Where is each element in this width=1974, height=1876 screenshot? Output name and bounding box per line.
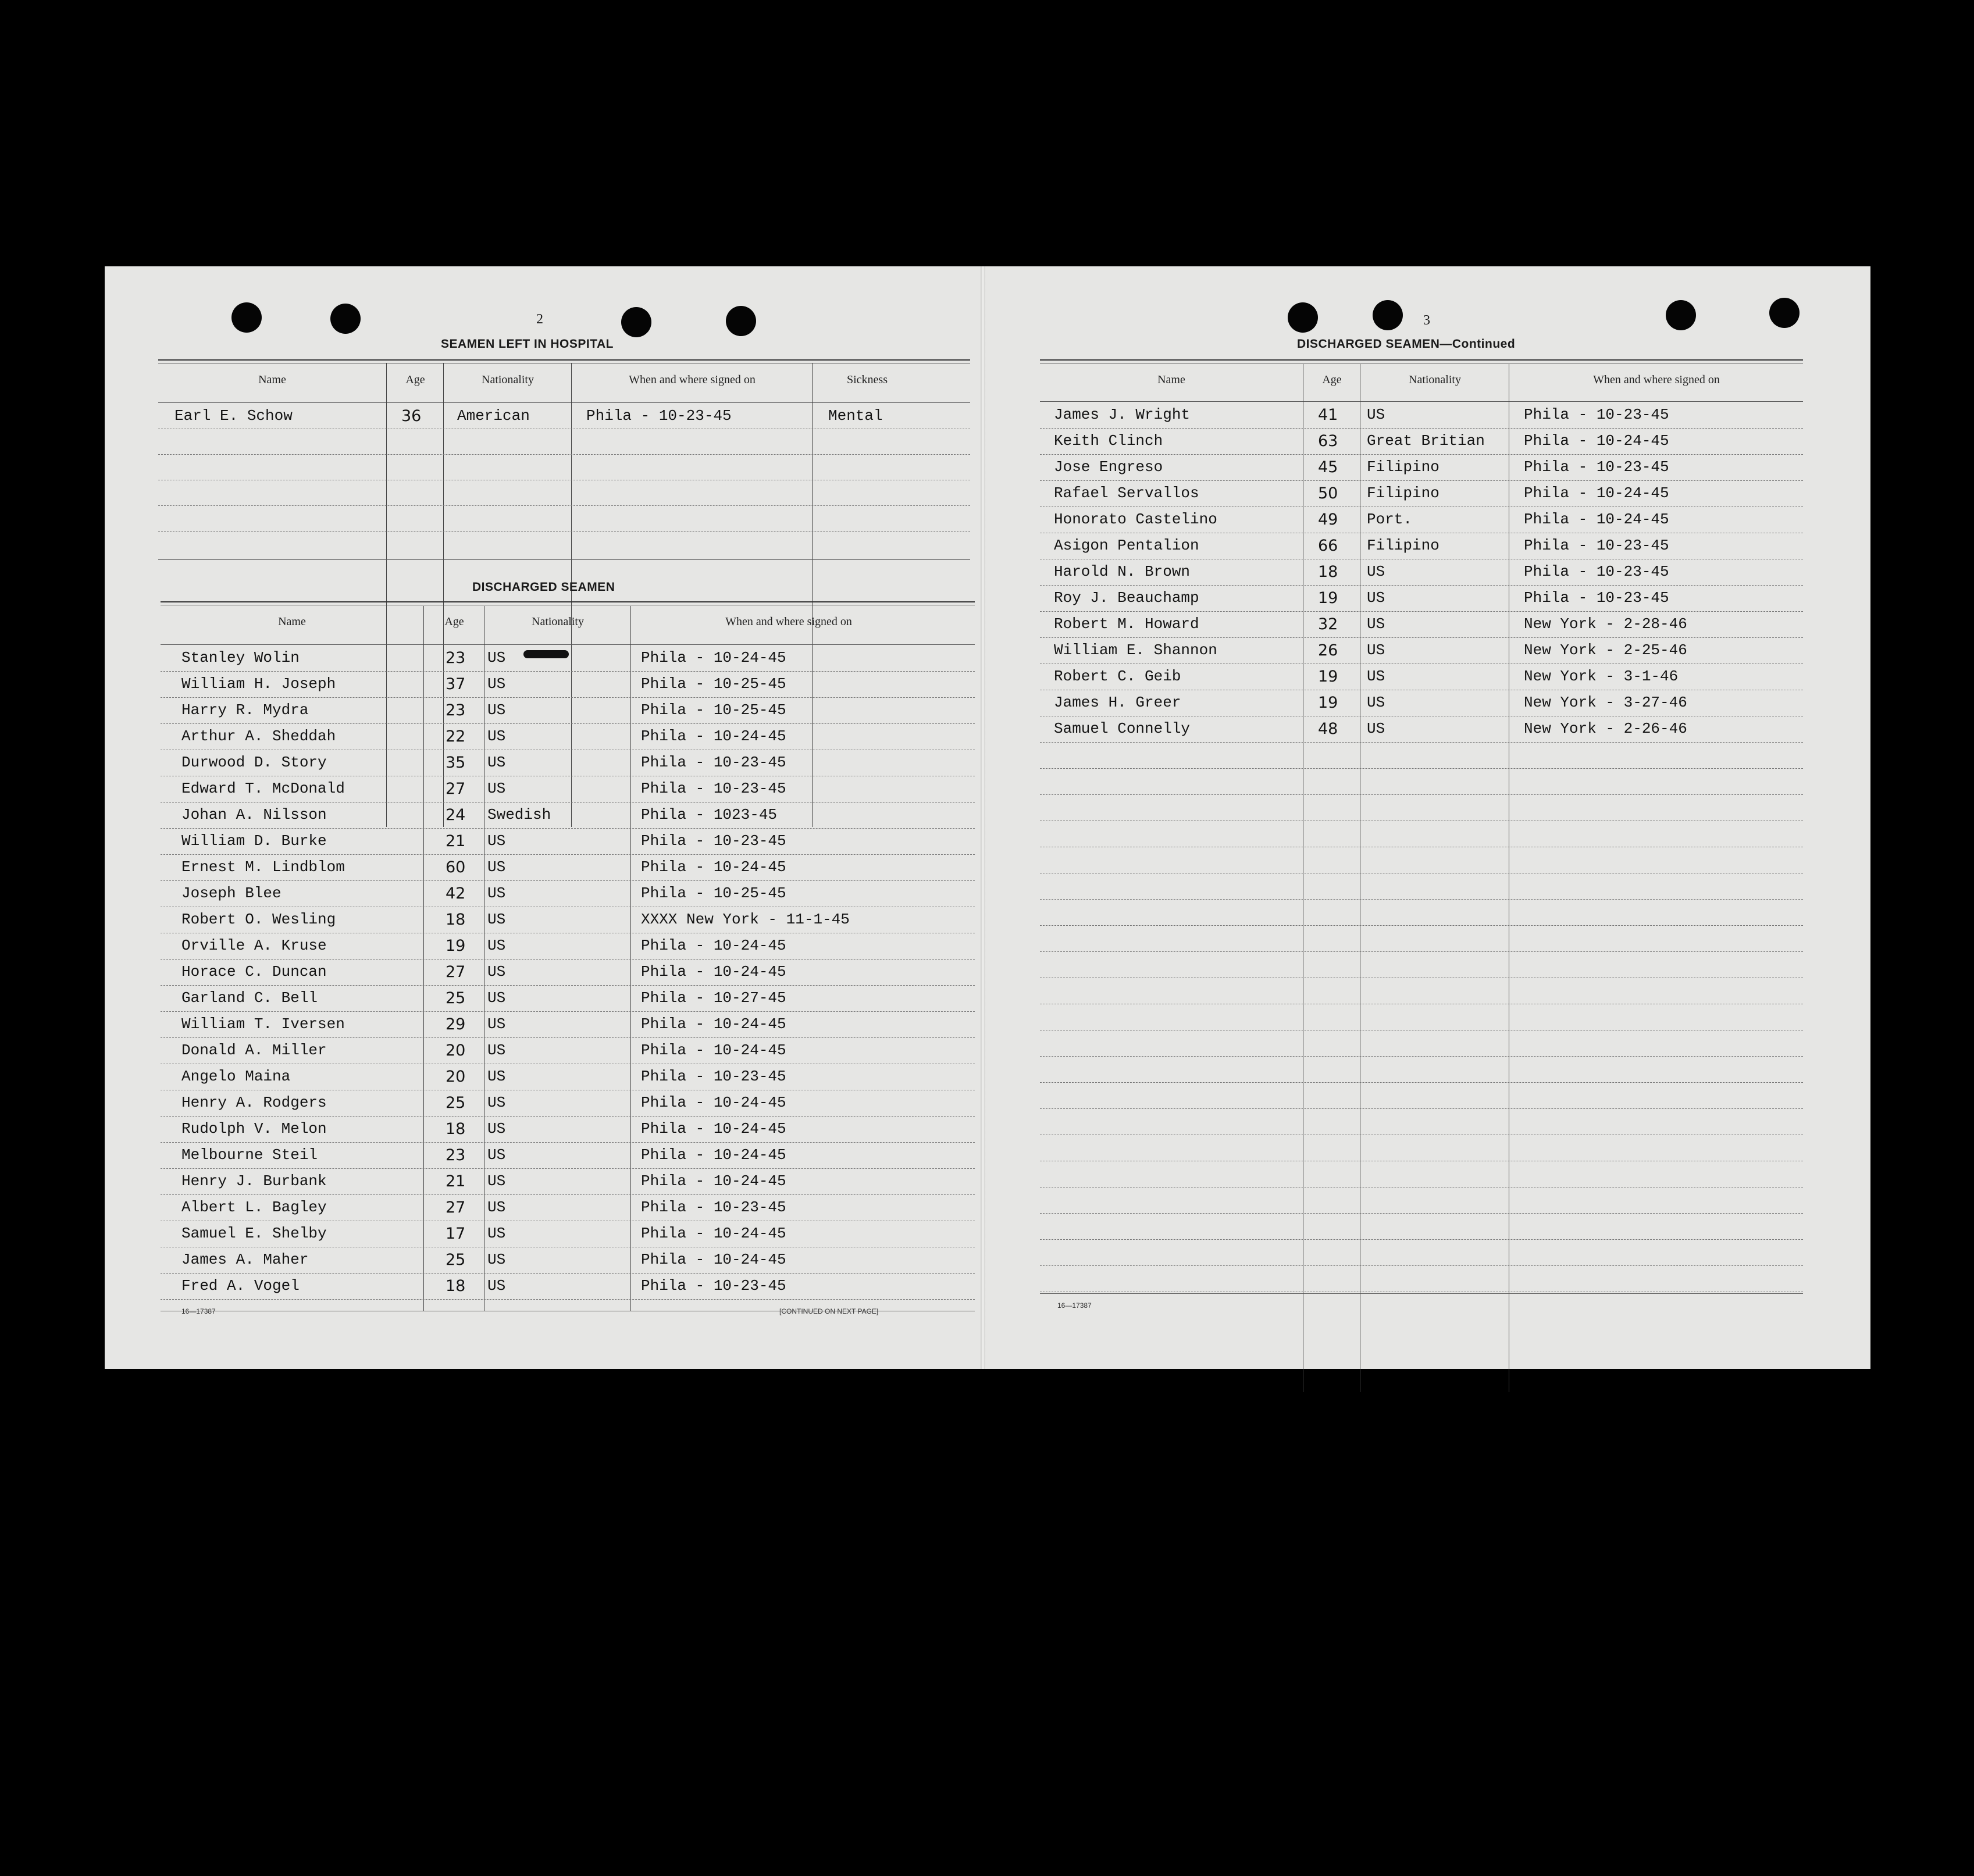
seaman-nationality: US	[487, 989, 506, 1007]
seaman-signed-on: Phila - 10-24-45	[641, 1172, 786, 1190]
seaman-name: Garland C. Bell	[181, 989, 318, 1007]
seaman-age: 19	[1318, 694, 1338, 712]
seaman-signed-on: Phila - 10-23-45	[1524, 458, 1669, 476]
seaman-age: 19	[1318, 668, 1338, 686]
seaman-nationality: US	[487, 1251, 506, 1268]
seaman-name: William H. Joseph	[181, 675, 336, 693]
table-row	[161, 1090, 975, 1117]
column-header-name: Name	[258, 373, 286, 386]
table-row	[161, 986, 975, 1012]
seaman-signed-on: Phila - 10-23-45	[641, 1277, 786, 1294]
seaman-signed-on: Phila - 10-27-45	[641, 989, 786, 1007]
seaman-signed-on: Phila - 10-23-45	[641, 754, 786, 771]
seaman-nationality: US	[487, 649, 506, 666]
punch-hole	[330, 304, 361, 334]
seaman-signed-on: New York - 3-1-46	[1524, 668, 1679, 685]
table-row	[161, 1038, 975, 1064]
seaman-nationality: US	[487, 780, 506, 797]
table-bottom-rule	[158, 559, 970, 560]
table-row	[1040, 612, 1803, 638]
seaman-nationality: Filipino	[1367, 537, 1439, 554]
right-page	[985, 266, 1870, 1369]
seaman-age: 20	[446, 1042, 466, 1060]
table-top-rule	[1040, 359, 1803, 361]
seaman-name: William D. Burke	[181, 832, 327, 850]
ink-smudge	[523, 650, 569, 658]
table-row	[1040, 507, 1803, 533]
seaman-signed-on: Phila - 10-23-45	[641, 1068, 786, 1085]
seaman-age: 49	[1318, 511, 1338, 529]
seaman-age: 23	[446, 701, 466, 719]
seaman-age: 36	[401, 407, 422, 425]
seaman-name: Melbourne Steil	[181, 1146, 318, 1164]
form-number: 16—17387	[181, 1307, 216, 1315]
table-row	[161, 1169, 975, 1195]
seaman-nationality: US	[487, 1277, 506, 1294]
seaman-age: 24	[446, 806, 466, 824]
seaman-name: Albert L. Bagley	[181, 1199, 327, 1216]
seaman-age: 18	[446, 1120, 466, 1138]
table-row	[161, 698, 975, 724]
seaman-nationality: US	[487, 1015, 506, 1033]
seaman-signed-on: Phila - 10-25-45	[641, 884, 786, 902]
empty-row	[158, 455, 970, 480]
table-row	[161, 829, 975, 855]
table-row	[161, 1247, 975, 1274]
seaman-name: Fred A. Vogel	[181, 1277, 300, 1294]
table-row	[161, 907, 975, 933]
seaman-signed-on: Phila - 10-24-45	[641, 1251, 786, 1268]
seaman-sickness: Mental	[828, 407, 883, 425]
seaman-signed-on: New York - 2-26-46	[1524, 720, 1687, 737]
header-rule	[158, 402, 970, 403]
empty-row	[1040, 873, 1803, 900]
table-top-rule	[161, 601, 975, 602]
seaman-nationality: US	[1367, 641, 1385, 659]
table-row	[161, 1221, 975, 1247]
table-row	[1040, 429, 1803, 455]
seaman-age: 42	[446, 884, 466, 903]
seaman-nationality: US	[487, 1068, 506, 1085]
seaman-age: 19	[1318, 589, 1338, 607]
seaman-nationality: Port.	[1367, 511, 1413, 528]
seaman-age: 27	[446, 1199, 466, 1217]
seaman-nationality: Swedish	[487, 806, 551, 823]
seaman-age: 41	[1318, 406, 1338, 424]
seaman-name: Earl E. Schow	[174, 407, 293, 425]
seaman-name: Keith Clinch	[1054, 432, 1163, 450]
table-row	[161, 672, 975, 698]
seaman-name: James H. Greer	[1054, 694, 1181, 711]
seaman-nationality: US	[487, 675, 506, 693]
seaman-nationality: US	[487, 1146, 506, 1164]
seaman-signed-on: Phila - 10-25-45	[641, 675, 786, 693]
column-header-nationality: Nationality	[532, 615, 584, 628]
seaman-signed-on: Phila - 10-24-45	[1524, 484, 1669, 502]
table-row	[161, 933, 975, 960]
table-row	[1040, 716, 1803, 743]
seaman-age: 17	[446, 1225, 466, 1243]
table-row	[1040, 455, 1803, 481]
seaman-nationality: US	[1367, 615, 1385, 633]
empty-row	[158, 506, 970, 532]
seaman-name: James J. Wright	[1054, 406, 1191, 423]
seaman-name: Ernest M. Lindblom	[181, 858, 345, 876]
seaman-nationality: US	[487, 963, 506, 980]
table-row	[161, 1012, 975, 1038]
seaman-signed-on: Phila - 1023-45	[641, 806, 778, 823]
seaman-signed-on: Phila - 10-24-45	[641, 1120, 786, 1137]
seaman-name: Harold N. Brown	[1054, 563, 1191, 580]
seaman-name: Orville A. Kruse	[181, 937, 327, 954]
table-row	[161, 1195, 975, 1221]
seaman-name: James A. Maher	[181, 1251, 309, 1268]
seaman-name: Rafael Servallos	[1054, 484, 1199, 502]
column-header-age: Age	[1322, 373, 1342, 386]
punch-hole	[1666, 300, 1696, 330]
table-row	[1040, 559, 1803, 586]
column-header-sickness: Sickness	[847, 373, 888, 386]
empty-row	[158, 480, 970, 506]
seaman-age: 22	[446, 727, 466, 746]
table-row	[161, 724, 975, 750]
seaman-nationality: US	[487, 911, 506, 928]
seaman-name: William E. Shannon	[1054, 641, 1217, 659]
header-rule	[1040, 401, 1803, 402]
table-row	[161, 1064, 975, 1090]
seaman-signed-on: Phila - 10-23-45	[641, 1199, 786, 1216]
seaman-signed-on: Phila - 10-24-45	[641, 649, 786, 666]
seaman-name: Samuel E. Shelby	[181, 1225, 327, 1242]
seaman-name: Honorato Castelino	[1054, 511, 1217, 528]
seaman-nationality: US	[487, 701, 506, 719]
seaman-signed-on: Phila - 10-24-45	[641, 963, 786, 980]
seaman-name: Jose Engreso	[1054, 458, 1163, 476]
seaman-name: Robert M. Howard	[1054, 615, 1199, 633]
seaman-nationality: US	[1367, 406, 1385, 423]
empty-row	[1040, 1135, 1803, 1161]
empty-row	[1040, 1161, 1803, 1187]
seaman-nationality: US	[1367, 563, 1385, 580]
seaman-age: 25	[446, 1251, 466, 1269]
table-row	[161, 855, 975, 881]
seaman-name: Robert O. Wesling	[181, 911, 336, 928]
seaman-signed-on: Phila - 10-24-45	[641, 1015, 786, 1033]
discharged-section-title: DISCHARGED SEAMEN	[472, 580, 615, 594]
seaman-signed-on: Phila - 10-24-45	[641, 858, 786, 876]
table-row	[1040, 402, 1803, 429]
column-header-signed-on: When and where signed on	[629, 373, 756, 386]
seaman-age: 27	[446, 780, 466, 798]
seaman-age: 21	[446, 832, 466, 850]
punch-hole	[726, 306, 756, 336]
punch-hole	[1288, 302, 1318, 333]
seaman-age: 60	[446, 858, 466, 876]
empty-row	[158, 429, 970, 455]
seaman-name: Arthur A. Sheddah	[181, 727, 336, 745]
seaman-name: Horace C. Duncan	[181, 963, 327, 980]
seaman-nationality: US	[1367, 589, 1385, 607]
empty-row	[1040, 847, 1803, 873]
table-row	[158, 404, 970, 429]
seaman-signed-on: Phila - 10-24-45	[641, 937, 786, 954]
seaman-name: Donald A. Miller	[181, 1042, 327, 1059]
seaman-age: 18	[446, 911, 466, 929]
punch-hole	[1769, 298, 1800, 328]
left-page	[105, 266, 981, 1369]
seaman-age: 27	[446, 963, 466, 981]
seaman-name: Durwood D. Story	[181, 754, 327, 771]
seaman-nationality: US	[1367, 668, 1385, 685]
page-number: 2	[536, 312, 543, 327]
column-header-signed-on: When and where signed on	[725, 615, 852, 628]
continued-note: [CONTINUED ON NEXT PAGE]	[779, 1307, 879, 1315]
seaman-signed-on: Phila - 10-24-45	[641, 1146, 786, 1164]
seaman-name: Stanley Wolin	[181, 649, 300, 666]
form-number: 16—17387	[1057, 1301, 1092, 1310]
table-row	[161, 1143, 975, 1169]
table-row	[161, 803, 975, 829]
column-header-name: Name	[1157, 373, 1185, 386]
table-bottom-rule	[1040, 1293, 1803, 1294]
table-row	[1040, 638, 1803, 664]
table-row	[1040, 533, 1803, 559]
seaman-age: 20	[446, 1068, 466, 1086]
empty-row	[1040, 1214, 1803, 1240]
seaman-age: 25	[446, 989, 466, 1007]
empty-row	[1040, 795, 1803, 821]
seaman-name: Robert C. Geib	[1054, 668, 1181, 685]
column-header-age: Age	[444, 615, 464, 628]
seaman-signed-on: Phila - 10-24-45	[641, 1042, 786, 1059]
seaman-signed-on: New York - 3-27-46	[1524, 694, 1687, 711]
table-row	[161, 881, 975, 907]
seaman-nationality: Filipino	[1367, 484, 1439, 502]
seaman-signed-on: Phila - 10-24-45	[641, 1094, 786, 1111]
punch-hole	[621, 307, 651, 337]
table-row	[161, 645, 975, 672]
seaman-name: Joseph Blee	[181, 884, 282, 902]
empty-row	[1040, 769, 1803, 795]
seaman-name: Rudolph V. Melon	[181, 1120, 327, 1137]
seaman-age: 66	[1318, 537, 1338, 555]
seaman-signed-on: Phila - 10-23-45	[1524, 537, 1669, 554]
seaman-age: 63	[1318, 432, 1338, 450]
empty-row	[1040, 978, 1803, 1004]
seaman-name: William T. Iversen	[181, 1015, 345, 1033]
seaman-signed-on: Phila - 10-25-45	[641, 701, 786, 719]
seaman-nationality: US	[1367, 694, 1385, 711]
seaman-signed-on: Phila - 10-23-45	[1524, 589, 1669, 607]
seaman-name: Edward T. McDonald	[181, 780, 345, 797]
table-row	[1040, 690, 1803, 716]
empty-row	[1040, 821, 1803, 847]
seaman-age: 23	[446, 649, 466, 667]
seaman-age: 29	[446, 1015, 466, 1033]
seaman-age: 19	[446, 937, 466, 955]
column-header-name: Name	[278, 615, 306, 628]
empty-row	[1040, 1240, 1803, 1266]
seaman-nationality: US	[487, 937, 506, 954]
seaman-nationality: US	[487, 1120, 506, 1137]
seaman-signed-on: XXXX New York - 11-1-45	[641, 911, 850, 928]
empty-row	[1040, 743, 1803, 769]
table-row	[1040, 481, 1803, 507]
seaman-age: 37	[446, 675, 466, 693]
seaman-nationality: US	[487, 1094, 506, 1111]
seaman-signed-on: New York - 2-25-46	[1524, 641, 1687, 659]
seaman-age: 18	[1318, 563, 1338, 581]
table-row	[161, 1117, 975, 1143]
seaman-name: Angelo Maina	[181, 1068, 291, 1085]
seaman-age: 48	[1318, 720, 1338, 738]
seaman-nationality: US	[487, 1172, 506, 1190]
seaman-nationality: Filipino	[1367, 458, 1439, 476]
seaman-age: 18	[446, 1277, 466, 1295]
seaman-name: Roy J. Beauchamp	[1054, 589, 1199, 607]
seaman-age: 25	[446, 1094, 466, 1112]
column-header-signed-on: When and where signed on	[1593, 373, 1720, 386]
empty-row	[1040, 926, 1803, 952]
punch-hole	[231, 302, 262, 333]
table-row	[161, 960, 975, 986]
seaman-signed-on: New York - 2-28-46	[1524, 615, 1687, 633]
seaman-nationality: Great Britian	[1367, 432, 1485, 450]
table-row	[1040, 586, 1803, 612]
seaman-signed-on: Phila - 10-24-45	[1524, 432, 1669, 450]
seaman-age: 23	[446, 1146, 466, 1164]
seaman-nationality: US	[487, 1042, 506, 1059]
empty-row	[1040, 1083, 1803, 1109]
seaman-nationality: US	[487, 754, 506, 771]
seaman-nationality: US	[487, 727, 506, 745]
seaman-name: Harry R. Mydra	[181, 701, 309, 719]
seaman-signed-on: Phila - 10-24-45	[1524, 511, 1669, 528]
table-row	[1040, 664, 1803, 690]
seaman-signed-on: Phila - 10-23-45	[1524, 563, 1669, 580]
seaman-signed-on: Phila - 10-24-45	[641, 727, 786, 745]
column-header-nationality: Nationality	[482, 373, 534, 386]
seaman-nationality: US	[487, 1225, 506, 1242]
table-row	[161, 1274, 975, 1300]
page-fold	[981, 266, 985, 1369]
seaman-age: 35	[446, 754, 466, 772]
seaman-name: Henry A. Rodgers	[181, 1094, 327, 1111]
table-row	[161, 776, 975, 803]
seaman-age: 45	[1318, 458, 1338, 476]
seaman-age: 21	[446, 1172, 466, 1190]
seaman-signed-on: Phila - 10-23-45	[1524, 406, 1669, 423]
seaman-name: Henry J. Burbank	[181, 1172, 327, 1190]
seaman-signed-on: Phila - 10-23-45	[586, 407, 732, 425]
empty-row	[1040, 900, 1803, 926]
empty-row	[1040, 1030, 1803, 1057]
seaman-name: Johan A. Nilsson	[181, 806, 327, 823]
seaman-nationality: US	[487, 858, 506, 876]
table-row	[161, 750, 975, 776]
empty-row	[1040, 1266, 1803, 1292]
seaman-nationality: US	[487, 1199, 506, 1216]
discharged-continued-title: DISCHARGED SEAMEN—Continued	[1297, 337, 1516, 351]
table-top-rule	[158, 359, 970, 361]
seaman-nationality: American	[457, 407, 530, 425]
document-sheet	[105, 266, 1870, 1369]
seaman-signed-on: Phila - 10-23-45	[641, 780, 786, 797]
header-rule	[161, 644, 975, 645]
seaman-nationality: US	[1367, 720, 1385, 737]
seaman-nationality: US	[487, 884, 506, 902]
seaman-age: 26	[1318, 641, 1338, 659]
seaman-name: Asigon Pentalion	[1054, 537, 1199, 554]
seaman-signed-on: Phila - 10-23-45	[641, 832, 786, 850]
empty-row	[1040, 1004, 1803, 1030]
empty-row	[1040, 952, 1803, 978]
seaman-nationality: US	[487, 832, 506, 850]
column-header-age: Age	[405, 373, 425, 386]
page-number: 3	[1423, 313, 1430, 328]
seaman-age: 50	[1318, 484, 1338, 502]
column-header-nationality: Nationality	[1409, 373, 1461, 386]
seaman-signed-on: Phila - 10-24-45	[641, 1225, 786, 1242]
seaman-age: 32	[1318, 615, 1338, 633]
punch-hole	[1373, 300, 1403, 330]
seaman-name: Samuel Connelly	[1054, 720, 1191, 737]
empty-row	[1040, 1187, 1803, 1214]
hospital-section-title: SEAMEN LEFT IN HOSPITAL	[441, 337, 614, 351]
empty-row	[1040, 1109, 1803, 1135]
empty-row	[1040, 1057, 1803, 1083]
